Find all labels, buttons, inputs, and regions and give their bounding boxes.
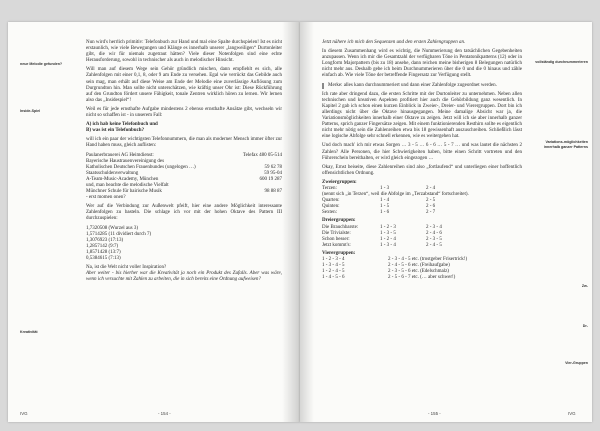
phone-entry: Katholischen Deutschen Frauenbundes (ungelogen …) 59 62 78 xyxy=(86,164,282,170)
paragraph: Weil es für jede ernsthafte Aufgabe mindestens 2 ebenso ernsthafte Ansätze gibt, wechseln wir nicht so schaffen ist - in unserem Fall: xyxy=(86,106,282,119)
paragraph: Will man auf diesem Wege sein Gehör gründlich mischen, dann empfiehlt es sich, alle Zahlenfolgen mit einer 0,1, 8, oder 9 am Ende zu versehen. Egal wie verrückt das Gebilde auch sein mag, man erhält auf diese Weise am Ende der Melodie eine zuverlässige Auflösung zum Durgrundton hin. Man sollte nicht unterschätzen, wie kräftig unser Ohr ist: Diese Rückführung auf den Grundton fördert unsere Fähigkeit, tonale Zentren wirklich hören zu lernen. Wir lernen also das „Insidespiel“! xyxy=(86,67,282,103)
group-note: (nennt sich „in Terzen“, weil die Abfolge im „Terzabstand“ fortschreitet). xyxy=(322,192,469,198)
phone-entry: A-Team-Music-Academy, München 600 19 287 xyxy=(86,176,282,182)
option-b: B) was ist ein Telefonbuch? xyxy=(86,128,145,134)
phone-entry: - erst momen onen? xyxy=(86,195,126,201)
group-table: Quarten: 1 - 4 2 - 5 Quinten: 1 - 5 2 - 6 Sexten: 1 - 6 2 - 7 xyxy=(322,198,436,216)
group-heading: Zweiergruppen: xyxy=(322,179,357,185)
phone-entry: und, man beachte die melodische Vielfalt xyxy=(86,182,169,188)
page-footer-label: IVG xyxy=(20,411,28,416)
page-number: - 154 - xyxy=(158,411,171,416)
note-box: Merke: alles kann durchnummeriert und dann einer Zahlenfolge zugeordnet werden. xyxy=(322,83,522,89)
right-body-text xyxy=(322,40,522,281)
paragraph: Nun wird's herrlich primitiv: Telefonbuch zur Hand und mal eine Spalte durchspielen! Ist es nicht erstaunlich, wie viele Bewegungen und Klänge es innerhalb unserer „langweiligen“ Durtonleiter gibt, die wir für niemals zugetraut hätten? Viele dieser Notenfolgen sind eine echte Herausforderung, sowohl in technischer als auch in melodischer Hinsicht. xyxy=(86,40,282,64)
gutter-shadow xyxy=(300,22,314,422)
group-heading: Dreiergruppen: xyxy=(322,218,356,224)
margin-label: Dr- xyxy=(582,324,588,328)
phone-entry: Staatsschuldenverwaltung 59 95-04 xyxy=(86,170,282,176)
number-item: 1,2857142 (9:7) xyxy=(86,243,119,249)
paragraph: Na, ist die Welt nicht voller Inspiration? xyxy=(86,265,167,271)
page-footer-label: IVG xyxy=(568,411,576,416)
right-page xyxy=(300,22,592,422)
paragraph: Ich rate aber dringend dazu, die ersten Schritte mit der Durtonleiter zu unternehmen. Neben allen technischen und kreativen Aspekten profitiert hier auch die Gehörbildung ganz wesentlich. In Kapitel 2 gab ich schon einen kurzen Einblick in Zweier-, Dreier- und Vierergruppen. Dort bin ich allerdings nicht über die Oktave hinausgegangen. Meine damalige Absicht war ja, die Variationsmöglichkeiten innerhalb einer Oktave zu zeigen. Jetzt will ich sie aber innerhalb ganzer Patterns, sprich ganzer Fingersätze zeigen. Mit einem funktionierenden Resthirn sollte es eigentlich nicht mehr nötig sein die Zahlenreihen etwa bis 18 gewissenhaft auszuschreiben. Schließlich lässt eine logische Abfolge sehr schnell erkennen, wie es weitergehen hat. xyxy=(322,91,522,140)
phone-entry: Paulanerbrauerei AG Heimdienst: Telefax 480 05-514 xyxy=(86,152,282,158)
number-list xyxy=(86,226,282,263)
phone-entry: Bayerische Haustrauenvereinigung des xyxy=(86,158,165,164)
group-heading: Vierergruppen: xyxy=(322,250,356,256)
phone-list xyxy=(86,153,282,202)
margin-label: Inside-Spiel xyxy=(20,109,41,113)
phone-entry: Münchner Schule für bairische Musik 98 88 87 xyxy=(86,189,282,195)
group-table: 1 - 2 - 3 - 4 2 - 3 - 4 - 5 etc. (trostgeber Frisertrick!) 1 - 3 - 4 - 5 2 - 4 - 5 - 6 etc. (Freihaufgabe) 1 - 2 - 4 - 5 2 - 3 - 5 - 6 etc. (Edelschmalz) 1 - 4 - 5 - 6 2 - 5 - 6 - 7 etc. (… aber schwer!) xyxy=(322,257,468,281)
paragraph: Okay, Ernst beiseite, diese Zahlenreihen sind also „fortlaufend“ und unterliegen einer hoffentlich offensichtlichen Ordnung. xyxy=(322,164,522,176)
left-page xyxy=(8,22,300,422)
margin-label: Kreativität xyxy=(20,330,38,334)
option-list xyxy=(86,122,282,134)
paragraph: Und doch mach' ich mir etwas Sorgen … 3 - 5 … 6 - 6 … 5 - 7 … und was lautet die nächsten 2 Zahlen? Alle Personen, die hier Schwierigkeiten haben, bitte einen Schritt vortreten und den Führerschein bereithalten, er wird gleich eingezogen … xyxy=(322,143,522,161)
option-a: A) ich hab keine Telefonbuch und xyxy=(86,122,158,128)
paragraph: Aber weiter - bis hierher war die Kreativität ja noch ein Produkt des Zufalls. Aber was wäre, wenn ich versuchte mit Zahlen zu arbeiten, die in sich bereits eine Ordnung aufweisen? xyxy=(86,271,282,283)
paragraph: will ich ein paar der wichtigsten Telefonnummern, die man als moderner Mensch immer öfter zur Hand haben muss, gleich auflisten: xyxy=(86,137,282,149)
page-number: - 155 - xyxy=(428,411,441,416)
paragraph: Wer auf die Verbindung zur Außenwelt pfeift, hier eine andere Möglichkeit interessante Zahlenfolgen zu basteln. Die schlage ich vor mit der hohen Oktave des Pattern III durchzuspielen: xyxy=(86,204,282,222)
margin-label: Vier-Gruppen xyxy=(565,361,588,365)
number-item: 1,7320508 (Wurzel aus 3) xyxy=(86,225,139,231)
margin-label: vollständig durchnummerieren xyxy=(535,60,588,64)
margin-label: Variations-möglichkeiten innerhalb ganzer Patterns xyxy=(543,140,588,149)
number-item: 1,3076923 (17:13) xyxy=(86,237,124,243)
number-item: 1,5714285 (11 dividiert durch 7) xyxy=(86,231,152,237)
number-item: 1,8571428 (13:7) xyxy=(86,249,121,255)
group-table: Die Brauchbarste: 1 - 2 - 3 2 - 3 - 4 Die Trivialste: 1 - 3 - 5 2 - 4 - 6 Schon besser: 1 - 2 - 4 2 - 3 - 5 Jetzt kommt's: 1 - 3 - 4 2 - 4 - 5 xyxy=(322,224,442,248)
gutter-shadow xyxy=(282,22,300,422)
left-body-text xyxy=(86,40,282,286)
paragraph: Jetzt nähere ich mich den Sequenzen und den ersten Zahlengruppen an. xyxy=(322,40,466,45)
margin-label: neue Melodie gefunden? xyxy=(20,62,63,66)
group-table: Terzen: 1 - 3 2 - 4 xyxy=(322,185,436,191)
paragraph: In diesem Zusammenhang wird es wichtig, die Nummerierung den tatsächlichen Gegebenheiten anzupassen. Wenn ich mir die Gesamtzahl der verfügbaren Töne in Pentatonikpatterns (12) oder in Longform Majorpattern (bis zu 18) ansehe, dann reichen meine bisherigen 8 Belegungen natürlich nicht mehr aus. Deshalb gebe ich beim Durchnummerieren über die 0 und die 0 hinaus und zähle einfach ab. Wie viele Töne der betreffende Fingersatz zur Verfügung stellt. xyxy=(322,49,522,79)
margin-label: Zw- xyxy=(581,284,588,288)
number-item: 0,5384615 (7:13) xyxy=(86,256,121,261)
